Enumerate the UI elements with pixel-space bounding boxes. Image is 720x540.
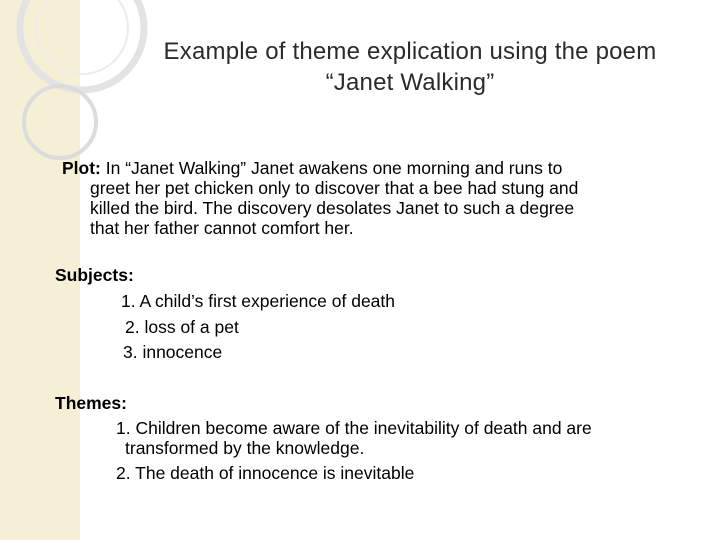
plot-paragraph-line-1	[62, 158, 562, 178]
subject-item-2: 2. loss of a pet	[125, 317, 239, 337]
plot-text-1: In “Janet Walking” Janet awakens one morning and runs to	[100, 158, 563, 178]
theme-item-2: 2. The death of innocence is inevitable	[116, 463, 415, 483]
plot-text-4: that her father cannot comfort her.	[90, 218, 354, 238]
subject-item-1: 1. A child’s first experience of death	[121, 291, 396, 311]
title-line-1: Example of theme explication using the poem	[163, 38, 657, 65]
plot-label: Plot:	[62, 158, 101, 178]
subject-item-3: 3. innocence	[123, 342, 223, 362]
subjects-heading: Subjects:	[55, 265, 134, 285]
theme-item-1-line-2: transformed by the knowledge.	[125, 438, 365, 458]
page-title	[100, 36, 720, 98]
theme-item-1-line-1: 1. Children become aware of the inevitability of death and are	[116, 418, 592, 438]
plot-text-3: killed the bird. The discovery desolates Janet to such a degree	[90, 198, 575, 218]
themes-heading: Themes:	[55, 393, 127, 413]
title-line-2: “Janet Walking”	[325, 69, 495, 96]
plot-text-2: greet her pet chicken only to discover that a bee had stung and	[90, 178, 579, 198]
